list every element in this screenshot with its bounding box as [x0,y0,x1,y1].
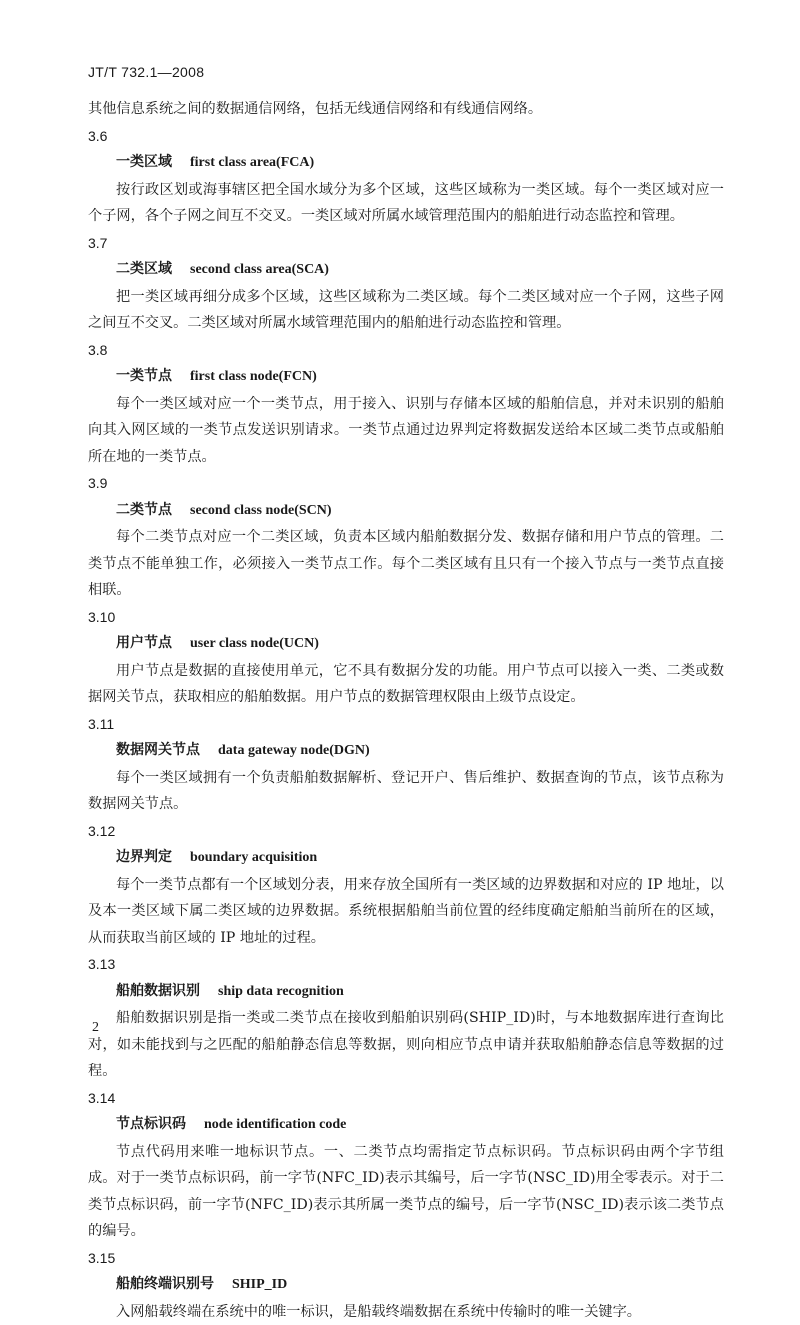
entry-definition: 每个一类区域对应一个一类节点，用于接入、识别与存储本区域的船舶信息，并对未识别的船舶向其入网区域的一类节点发送识别请求。一类节点通过边界判定将数据发送给本区域二类节点或船舶所在地的一类节点。 [88,391,724,471]
term-chinese: 船舶数据识别 [116,983,200,999]
page-number: 2 [92,1020,99,1036]
term-english: data gateway node(DGN) [218,743,370,758]
entry-number: 3.13 [88,951,724,978]
entry-term [88,363,724,391]
entry-number: 3.12 [88,818,724,845]
term-english: first class area(FCA) [190,155,314,170]
entry-definition: 按行政区划或海事辖区把全国水域分为多个区域，这些区域称为一类区域。每个一类区域对应一个子网，各个子网之间互不交叉。一类区域对所属水域管理范围内的船舶进行动态监控和管理。 [88,177,724,230]
entry-definition: 把一类区域再细分成多个区域，这些区域称为二类区域。每个二类区域对应一个子网，这些子网之间互不交叉。二类区域对所属水域管理范围内的船舶进行动态监控和管理。 [88,284,724,337]
entry-definition: 节点代码用来唯一地标识节点。一、二类节点均需指定节点标识码。节点标识码由两个字节组成。对于一类节点标识码，前一字节(NFC_ID)表示其编号，后一字节(NSC_ID)用全零表示。对于二类节点标识码，前一字节(NFC_ID)表示其所属一类节点的编号，后一字节(NSC_ID)表示该二类节点的编号。 [88,1139,724,1245]
entry-3-14 [88,1085,724,1245]
term-english: second class area(SCA) [190,262,329,277]
entry-3-11 [88,711,724,818]
entry-term [88,630,724,658]
entry-term [88,256,724,284]
term-english: first class node(FCN) [190,369,317,384]
entry-number: 3.10 [88,604,724,631]
term-chinese: 节点标识码 [116,1116,186,1132]
intro-paragraph: 其他信息系统之间的数据通信网络，包括无线通信网络和有线通信网络。 [88,96,724,123]
entry-term [88,844,724,872]
term-chinese: 二类区域 [116,261,172,277]
entry-number: 3.15 [88,1245,724,1272]
entry-number: 3.11 [88,711,724,738]
term-english: SHIP_ID [232,1277,287,1292]
entry-number: 3.9 [88,470,724,497]
term-chinese: 一类区域 [116,154,172,170]
entry-term [88,149,724,177]
term-chinese: 一类节点 [116,368,172,384]
term-english: second class node(SCN) [190,503,332,518]
term-english: node identification code [204,1117,346,1132]
entry-definition: 每个二类节点对应一个二类区域，负责本区域内船舶数据分发、数据存储和用户节点的管理。二类节点不能单独工作，必须接入一类节点工作。每个二类区域有且只有一个接入节点与一类节点直接相联。 [88,524,724,604]
entry-definition: 入网船载终端在系统中的唯一标识，是船载终端数据在系统中传输时的唯一关键字。 [88,1299,724,1325]
entry-number: 3.7 [88,230,724,257]
term-chinese: 二类节点 [116,502,172,518]
entry-term [88,737,724,765]
term-chinese: 船舶终端识别号 [116,1276,214,1292]
document-body [88,96,724,1325]
entry-3-9 [88,470,724,604]
entry-3-12 [88,818,724,952]
entry-term [88,497,724,525]
entry-number: 3.14 [88,1085,724,1112]
entry-3-15 [88,1245,724,1325]
term-english: boundary acquisition [190,850,317,865]
term-chinese: 数据网关节点 [116,742,200,758]
entry-definition: 船舶数据识别是指一类或二类节点在接收到船舶识别码(SHIP_ID)时，与本地数据库进行查询比对，如未能找到与之匹配的船舶静态信息等数据，则向相应节点申请并获取船舶静态信息等数据的过程。 [88,1005,724,1085]
entry-number: 3.6 [88,123,724,150]
term-chinese: 边界判定 [116,849,172,865]
entry-term [88,1271,724,1299]
entry-3-7 [88,230,724,337]
term-chinese: 用户节点 [116,635,172,651]
entry-3-6 [88,123,724,230]
entry-term [88,1111,724,1139]
entry-number: 3.8 [88,337,724,364]
entry-3-13 [88,951,724,1085]
term-english: user class node(UCN) [190,636,319,651]
term-english: ship data recognition [218,984,344,999]
entry-definition: 每个一类节点都有一个区域划分表，用来存放全国所有一类区域的边界数据和对应的 IP 地址，以及本一类区域下属二类区域的边界数据。系统根据船舶当前位置的经纬度确定船舶当前所在的区域，从而获取当前区域的 IP 地址的过程。 [88,872,724,952]
entry-3-8 [88,337,724,471]
entry-3-10 [88,604,724,711]
entry-definition: 每个一类区域拥有一个负责船舶数据解析、登记开户、售后维护、数据查询的节点，该节点称为数据网关节点。 [88,765,724,818]
entry-definition: 用户节点是数据的直接使用单元，它不具有数据分发的功能。用户节点可以接入一类、二类或数据网关节点，获取相应的船舶数据。用户节点的数据管理权限由上级节点设定。 [88,658,724,711]
entry-term [88,978,724,1006]
standard-code-header: JT/T 732.1—2008 [88,64,204,80]
